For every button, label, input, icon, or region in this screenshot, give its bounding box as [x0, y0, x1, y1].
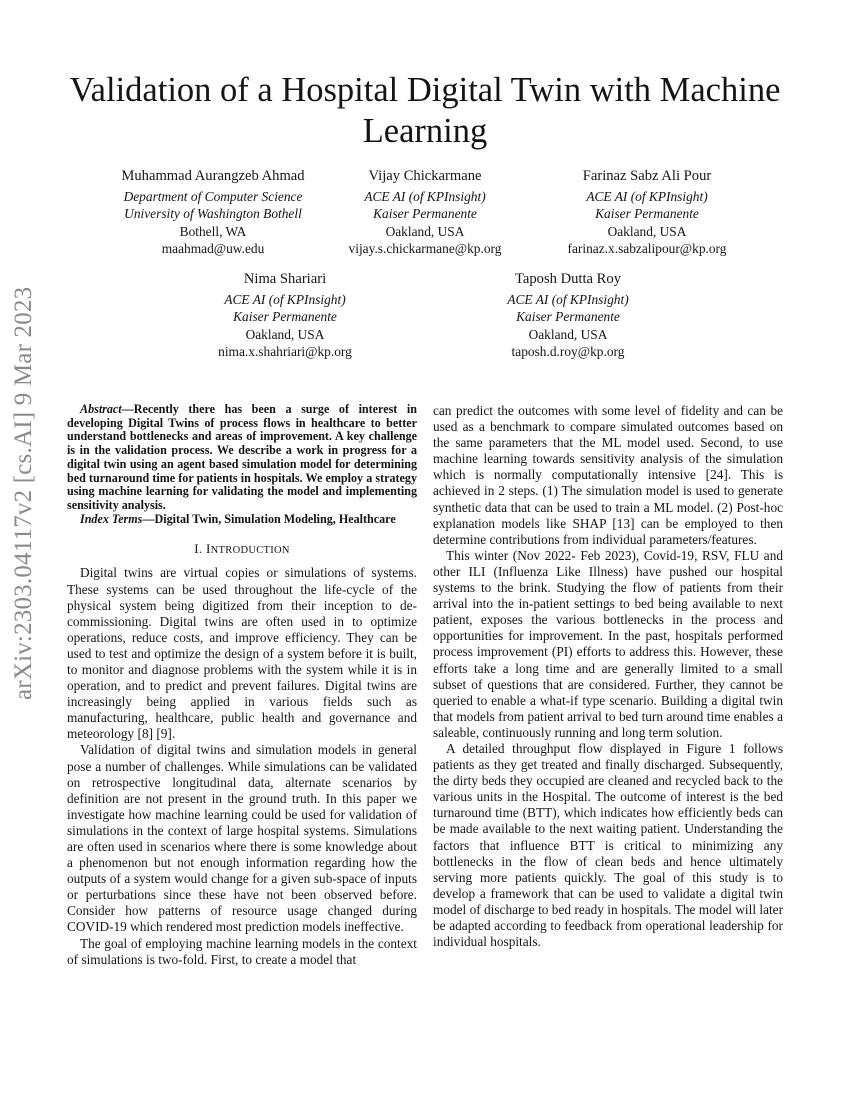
- author-email: vijay.s.chickarmane@kp.org: [348, 241, 502, 257]
- paragraph: Validation of digital twins and simulation models in general pose a number of challenges. While simulations can be validated on retrospective longitudinal data, alternate scenarios by definition are not present in the ground truth. In this paper we investigate how machine learning could be used for validation of simulations in the context of large hospital systems. Simulations are often used in scenarios where there is some knowledge about a phenomenon but not enough information regarding how the outputs of a system would change for a given sub-space of inputs or perturbations since these have not been observed before. Consider how patterns of resource usage changed during COVID-19 which rendered most prediction models ineffective.: [67, 742, 417, 935]
- abstract: [67, 403, 417, 513]
- author-email: taposh.d.roy@kp.org: [511, 344, 625, 360]
- author-affiliation-org: Kaiser Permanente: [516, 309, 620, 325]
- paragraph: A detailed throughput flow displayed in Figure 1 follows patients as they get treated and finally discharged. Subsequently, the dirty beds they occupied are cleaned and recycled back to the various units in the Hospital. The outcome of interest is the bed turnaround time (BTT), which indicates how efficiently beds can be made available to the next waiting patient. Understanding the factors that influence BTT is critical to minimizing any bottlenecks in the flow of clean beds and hence ultimately serving more patients quickly. The goal of this study is to develop a framework that can be used to validate a digital twin model of discharge to bed ready in hospitals. The model will later be adapted according to feedback from operational leadership for individual hospitals.: [433, 740, 783, 950]
- author-location: Oakland, USA: [385, 223, 465, 239]
- author-location: Oakland, USA: [528, 326, 608, 342]
- author-name: Nima Shariari: [243, 271, 327, 287]
- author-affiliation-org: Kaiser Permanente: [373, 206, 477, 222]
- author-affiliation-dept: ACE AI (of KPInsight): [507, 291, 629, 307]
- author-affiliation-org: Kaiser Permanente: [595, 206, 699, 222]
- paragraph: This winter (Nov 2022- Feb 2023), Covid-19, RSV, FLU and other ILI (Influenza Like Illness) have pushed our hospital systems to the brink. Studying the flow of patients from their arrival into the in-patient settings to bed being available to next patient, exposes the various bottlenecks in the process and opportunities for improvement. In the past, hospitals performed process improvement (PI) efforts to address this. However, these efforts take a long time and are generally limited to a small subset of questions that are considered. Further, they cannot be queried to enable a what-if type scenario. Building a digital twin that models from patient arrival to bed turn around time enables a saleable, continuously running and long term solution.: [433, 547, 783, 740]
- author-block: [478, 271, 658, 361]
- author-affiliation-dept: ACE AI (of KPInsight): [224, 291, 346, 307]
- author-affiliation-dept: Department of Computer Science: [123, 188, 303, 204]
- author-name: Vijay Chickarmane: [368, 168, 482, 184]
- paper-title: Validation of a Hospital Digital Twin with Machine Learning: [69, 71, 781, 150]
- author-affiliation-dept: ACE AI (of KPInsight): [364, 188, 486, 204]
- abstract-text: —Recently there has been a surge of interest in developing Digital Twins of process flows in healthcare to better understand bottlenecks and areas of improvement. A key challenge is in the validation process. We describe a work in progress for a digital twin using an agent based simulation model for determining bed turnaround time for patients in hospitals. We employ a strategy using machine learning for validating the model and implementing sensitivity analysis.: [67, 402, 417, 512]
- author-block: [100, 168, 326, 258]
- left-column: [67, 403, 417, 968]
- author-affiliation-org: Kaiser Permanente: [233, 309, 337, 325]
- author-affiliation-dept: ACE AI (of KPInsight): [586, 188, 708, 204]
- author-block: [190, 271, 380, 361]
- author-block: [548, 168, 746, 258]
- author-block: [334, 168, 516, 258]
- author-affiliation-org: University of Washington Bothell: [124, 206, 302, 222]
- section-heading-introduction: I. INTRODUCTION: [194, 541, 290, 557]
- author-name: Farinaz Sabz Ali Pour: [582, 168, 712, 184]
- arxiv-identifier-stamp: arXiv:2303.04117v2 [cs.AI] 9 Mar 2023: [10, 286, 37, 700]
- author-name: Taposh Dutta Roy: [515, 271, 621, 287]
- author-location: Bothell, WA: [179, 223, 247, 239]
- paragraph: The goal of employing machine learning models in the context of simulations is two-fold. First, to create a model that: [67, 935, 417, 967]
- index-terms: [67, 513, 417, 527]
- abstract-label: Abstract: [80, 402, 122, 416]
- author-email: farinaz.x.sabzalipour@kp.org: [567, 241, 727, 257]
- right-column: [433, 403, 783, 950]
- author-email: nima.x.shahriari@kp.org: [218, 344, 352, 360]
- author-name: Muhammad Aurangzeb Ahmad: [121, 168, 305, 184]
- index-terms-label: Index Terms: [80, 511, 143, 526]
- paragraph: can predict the outcomes with some level of fidelity and can be used as a benchmark to compare simulated outcomes based on the same parameters that the ML model used. Second, to use machine learning towards sensitivity analysis of the simulation which is normally computationally intensive [24]. This is achieved in 2 steps. (1) The simulation model is used to generate synthetic data that can be used to train a ML model. (2) Post-hoc explanation models like SHAP [13] can be employed to then determine contributions from individual parameters/features.: [433, 403, 783, 547]
- author-location: Oakland, USA: [245, 326, 325, 342]
- author-email: maahmad@uw.edu: [161, 241, 265, 257]
- paragraph: Digital twins are virtual copies or simulations of systems. These systems can be used throughout the life-cycle of the physical system being digitized from their inception to de-commissioning. Digital twins are often used in to optimize operations, reduce costs, and improve efficiency. They can be used to test and optimize the design of a system before it is built, to monitor and diagnose problems with the system while it is in operation, and to predict and prevent failures. Digital twins are increasingly being applied in various fields such as manufacturing, healthcare, public health and governance and meteorology [8] [9].: [67, 565, 417, 742]
- index-terms-text: —Digital Twin, Simulation Modeling, Healthcare: [142, 511, 396, 526]
- author-location: Oakland, USA: [607, 223, 687, 239]
